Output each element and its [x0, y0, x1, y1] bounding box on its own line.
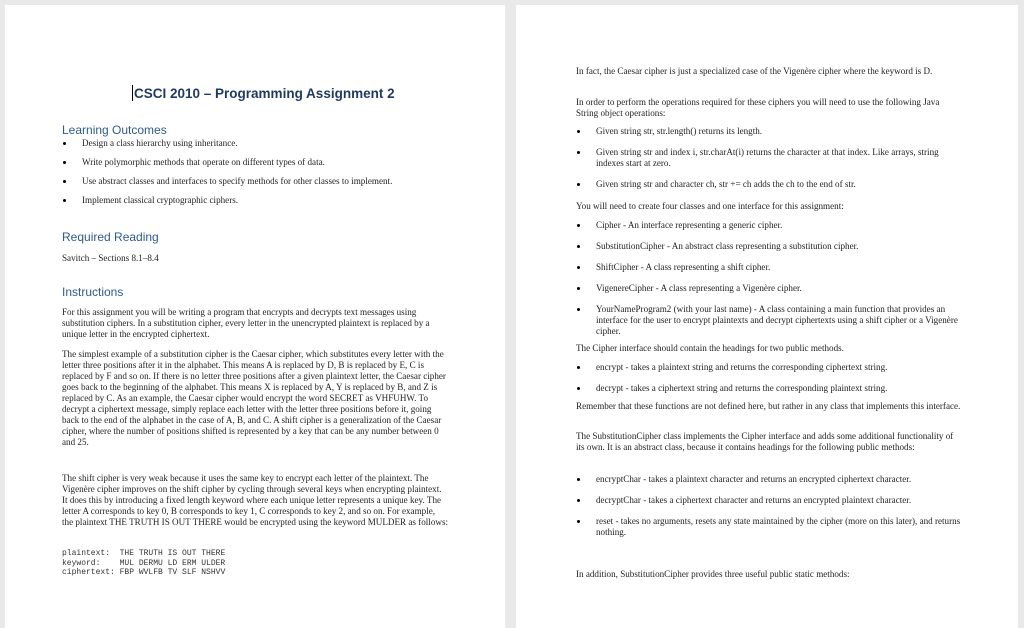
cipher-interface-intro: The Cipher interface should contain the headings for two public methods. — [576, 343, 844, 353]
plaintext-value: THE TRUTH IS OUT THERE — [119, 549, 226, 558]
learning-outcomes-list — [62, 138, 462, 206]
cipher-example — [62, 549, 225, 578]
list-item: encryptChar - takes a plaintext character and returns an encrypted ciphertext character. — [576, 474, 961, 485]
classes-list — [576, 220, 961, 337]
learning-outcomes-heading: Learning Outcomes — [62, 123, 167, 137]
list-item: YourNameProgram2 (with your last name) - A class containing a main function that provides an interface for the user to encrypt plaintexts and decrypt ciphertexts using a shift cipher or a Vigenère cipher. — [576, 304, 961, 337]
list-item: Design a class hierarchy using inheritance. — [62, 138, 462, 149]
list-item: decryptChar - takes a ciphertext character and returns an encrypted plaintext character. — [576, 495, 961, 506]
instructions-paragraph-1: For this assignment you will be writing a program that encrypts and decrypts text messages using substitution ciphers. In a substitution cipher, every letter in the unencrypted plaintext is replaced by a unique letter in the encrypted ciphertext. — [62, 307, 430, 339]
document-title: CSCI 2010 – Programming Assignment 2 — [134, 86, 395, 101]
document-page-right — [516, 5, 1018, 628]
instructions-paragraph-2: The simplest example of a substitution cipher is the Caesar cipher, which substitutes every letter with the letter three positions after it in the alphabet. This means A is replaced by D, B is replaced by E, C is replaced by F and so on. If there is no letter three positions after a given plaintext letter, the Caesar cipher goes back to the beginning of the alphabet. This means X is replaced by A, Y is replaced by B, and Z is replaced by C. As an example, the Caesar cipher would encrypt the word SECRET as VHFUHW. To decrypt a ciphertext message, simply replace each letter with the letter three positions before it, going back to the end of the alphabet in the case of A, B, and C. A shift cipher is a generalization of the Caesar cipher, where the number of positions shifted is represented by a key that can be any number between 0 and 25. — [62, 349, 446, 447]
static-methods-intro: In addition, SubstitutionCipher provides three useful public static methods: — [576, 569, 850, 579]
plaintext-label: plaintext: — [62, 549, 111, 558]
list-item: Implement classical cryptographic ciphers. — [62, 195, 462, 206]
ciphertext-label: ciphertext: — [62, 568, 115, 577]
instructions-heading: Instructions — [62, 285, 124, 299]
instructions-paragraph-3: The shift cipher is very weak because it uses the same key to encrypt each letter of the plaintext. The Vigenère cipher improves on the shift cipher by cycling through several keys when encrypting plaintext. It does this by introducing a fixed length keyword where each unique letter represents a unique key. The letter A corresponds to key 0, B corresponds to key 1, C corresponds to key 2, and so on. For example, the plaintext THE TRUTH IS OUT THERE would be encrypted using the keyword MULDER as follows: — [62, 473, 449, 527]
list-item: Given string str and index i, str.charAt(i) returns the character at that index. Like arrays, string indexes start at zero. — [576, 147, 961, 169]
required-reading-text: Savitch – Sections 8.1–8.4 — [62, 253, 159, 263]
list-item: VigenereCipher - A class representing a Vigenère cipher. — [576, 283, 961, 294]
list-item: Given string str and character ch, str += ch adds the ch to the end of str. — [576, 179, 961, 190]
substitution-methods-list — [576, 474, 961, 538]
list-item: reset - takes no arguments, resets any state maintained by the cipher (more on this later), and returns nothing. — [576, 516, 961, 538]
caesar-note: In fact, the Caesar cipher is just a specialized case of the Vigenère cipher where the keyword is D. — [576, 66, 933, 76]
list-item: encrypt - takes a plaintext string and returns the corresponding ciphertext string. — [576, 362, 961, 373]
ciphertext-value: FBP WVLFB TV SLF NSHVV — [119, 568, 226, 577]
substitution-cipher-intro: The SubstitutionCipher class implements the Cipher interface and adds some additional functionality of its own. It is an abstract class, because it contains headings for the following public methods: — [576, 431, 954, 452]
keyword-value: MUL DERMU LD ERM ULDER — [119, 558, 226, 568]
required-reading-heading: Required Reading — [62, 230, 159, 244]
list-item: Given string str, str.length() returns its length. — [576, 126, 961, 137]
keyword-label: keyword: — [62, 558, 101, 568]
list-item: ShiftCipher - A class representing a shift cipher. — [576, 262, 961, 273]
text-cursor — [132, 85, 133, 101]
list-item: Write polymorphic methods that operate on different types of data. — [62, 157, 462, 168]
operations-list — [576, 126, 961, 190]
operations-intro: In order to perform the operations required for these ciphers you will need to use the following Java String object operations: — [576, 97, 940, 118]
cipher-methods-list — [576, 362, 961, 394]
remember-note: Remember that these functions are not defined here, but rather in any class that implements this interface. — [576, 401, 961, 411]
list-item: Cipher - An interface representing a generic cipher. — [576, 220, 961, 231]
classes-intro: You will need to create four classes and one interface for this assignment: — [576, 201, 844, 211]
list-item: decrypt - takes a ciphertext string and returns the corresponding plaintext string. — [576, 383, 961, 394]
list-item: Use abstract classes and interfaces to specify methods for other classes to implement. — [62, 176, 462, 187]
list-item: SubstitutionCipher - An abstract class representing a substitution cipher. — [576, 241, 961, 252]
document-page-left — [5, 5, 505, 628]
